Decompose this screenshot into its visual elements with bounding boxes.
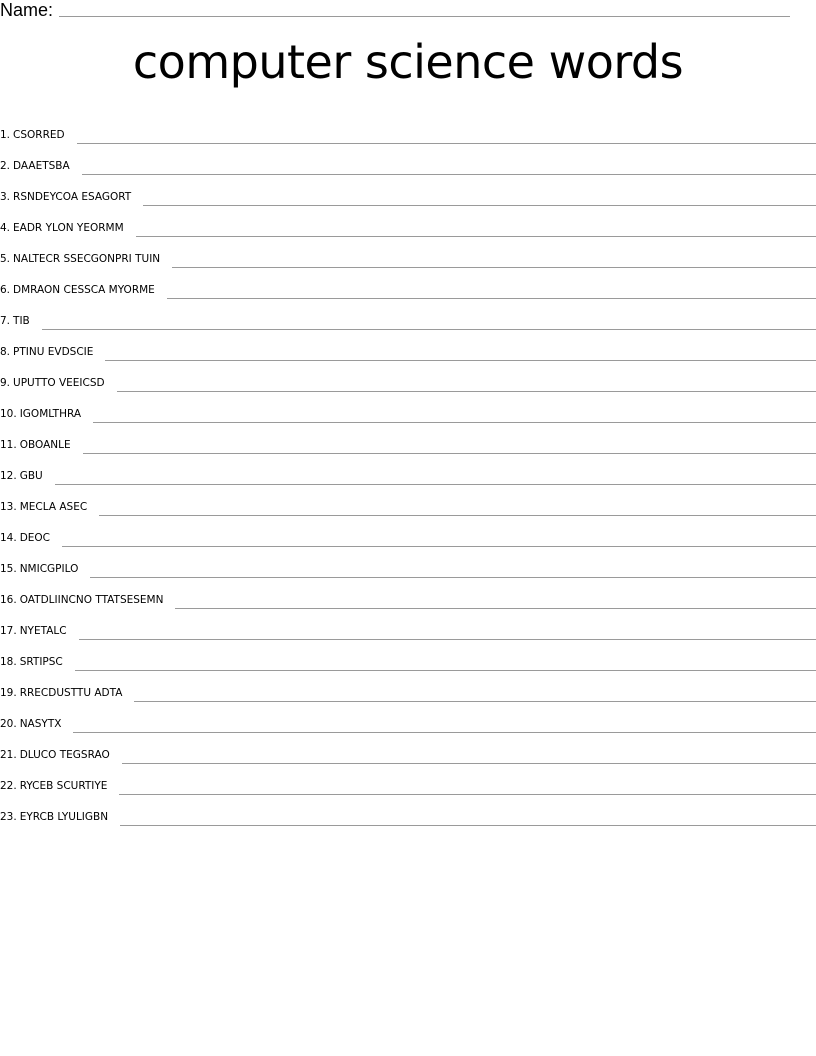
answer-line[interactable] (143, 204, 816, 206)
scrambled-word: GBU (19, 470, 43, 482)
item-number: 12. (0, 470, 17, 482)
answer-line[interactable] (99, 514, 816, 516)
scrambled-word: IGOMLTHRA (19, 408, 82, 420)
list-item (0, 423, 816, 454)
answer-line[interactable] (117, 390, 816, 392)
answer-line[interactable] (90, 576, 816, 578)
scrambled-word: MECLA ASEC (19, 501, 88, 513)
answer-line[interactable] (42, 328, 816, 330)
list-item (0, 702, 816, 733)
scrambled-word: NMICGPILO (19, 563, 79, 575)
item-number: 3. (0, 191, 11, 203)
answer-line[interactable] (105, 359, 816, 361)
list-item (0, 330, 816, 361)
page-title: computer science words (132, 35, 684, 89)
scrambled-word: NYETALC (19, 625, 67, 637)
scrambled-word: SRTIPSC (19, 656, 63, 668)
list-item (0, 671, 816, 702)
answer-line[interactable] (77, 142, 816, 144)
item-number: 1. (0, 129, 11, 141)
item-number: 17. (0, 625, 17, 637)
list-item (0, 640, 816, 671)
item-number: 7. (0, 315, 11, 327)
list-item (0, 237, 816, 268)
name-label: Name: (0, 0, 54, 20)
item-number: 15. (0, 563, 17, 575)
answer-line[interactable] (73, 731, 816, 733)
name-answer-line[interactable] (59, 16, 790, 17)
item-number: 5. (0, 253, 11, 265)
list-item (0, 516, 816, 547)
scrambled-word: NALTECR SSECGONPRI TUIN (13, 253, 161, 265)
answer-line[interactable] (83, 452, 816, 454)
list-item (0, 175, 816, 206)
list-item (0, 578, 816, 609)
item-number: 13. (0, 501, 17, 513)
answer-line[interactable] (172, 266, 816, 268)
list-item (0, 392, 816, 423)
scrambled-word: EYRCB LYULIGBN (19, 811, 109, 823)
scrambled-word: RYCEB SCURTIYE (19, 780, 108, 792)
scrambled-word: RRECDUSTTU ADTA (19, 687, 123, 699)
list-item (0, 299, 816, 330)
name-row (0, 0, 790, 22)
scrambled-word: UPUTTO VEEICSD (13, 377, 105, 389)
item-number: 23. (0, 811, 17, 823)
scrambled-word: OBOANLE (19, 439, 71, 451)
scrambled-word: OATDLIINCNO TTATSESEMN (19, 594, 164, 606)
item-number: 2. (0, 160, 11, 172)
list-item (0, 485, 816, 516)
answer-line[interactable] (55, 483, 816, 485)
item-number: 20. (0, 718, 17, 730)
item-number: 9. (0, 377, 11, 389)
list-item (0, 454, 816, 485)
answer-line[interactable] (120, 824, 816, 826)
item-number: 21. (0, 749, 17, 761)
answer-line[interactable] (119, 793, 816, 795)
list-item (0, 113, 816, 144)
word-list (0, 113, 816, 826)
scrambled-word: PTINU EVDSCIE (13, 346, 94, 358)
answer-line[interactable] (134, 700, 816, 702)
scrambled-word: NASYTX (19, 718, 62, 730)
answer-line[interactable] (79, 638, 816, 640)
answer-line[interactable] (62, 545, 816, 547)
item-number: 19. (0, 687, 17, 699)
list-item (0, 361, 816, 392)
list-item (0, 795, 816, 826)
scrambled-word: EADR YLON YEORMM (13, 222, 124, 234)
item-number: 6. (0, 284, 11, 296)
list-item (0, 547, 816, 578)
answer-line[interactable] (167, 297, 816, 299)
scrambled-word: DLUCO TEGSRAO (19, 749, 110, 761)
scrambled-word: DAAETSBA (13, 160, 70, 172)
answer-line[interactable] (136, 235, 816, 237)
scrambled-word: CSORRED (13, 129, 65, 141)
list-item (0, 206, 816, 237)
scrambled-word: RSNDEYCOA ESAGORT (13, 191, 132, 203)
list-item (0, 144, 816, 175)
item-number: 16. (0, 594, 17, 606)
answer-line[interactable] (75, 669, 816, 671)
answer-line[interactable] (93, 421, 816, 423)
item-number: 8. (0, 346, 11, 358)
answer-line[interactable] (82, 173, 816, 175)
answer-line[interactable] (175, 607, 816, 609)
list-item (0, 268, 816, 299)
item-number: 11. (0, 439, 17, 451)
item-number: 14. (0, 532, 17, 544)
item-number: 4. (0, 222, 11, 234)
scrambled-word: TIB (13, 315, 30, 327)
answer-line[interactable] (122, 762, 816, 764)
item-number: 22. (0, 780, 17, 792)
item-number: 10. (0, 408, 17, 420)
list-item (0, 764, 816, 795)
scrambled-word: DMRAON CESSCA MYORME (13, 284, 155, 296)
scrambled-word: DEOC (19, 532, 51, 544)
item-number: 18. (0, 656, 17, 668)
list-item (0, 733, 816, 764)
list-item (0, 609, 816, 640)
